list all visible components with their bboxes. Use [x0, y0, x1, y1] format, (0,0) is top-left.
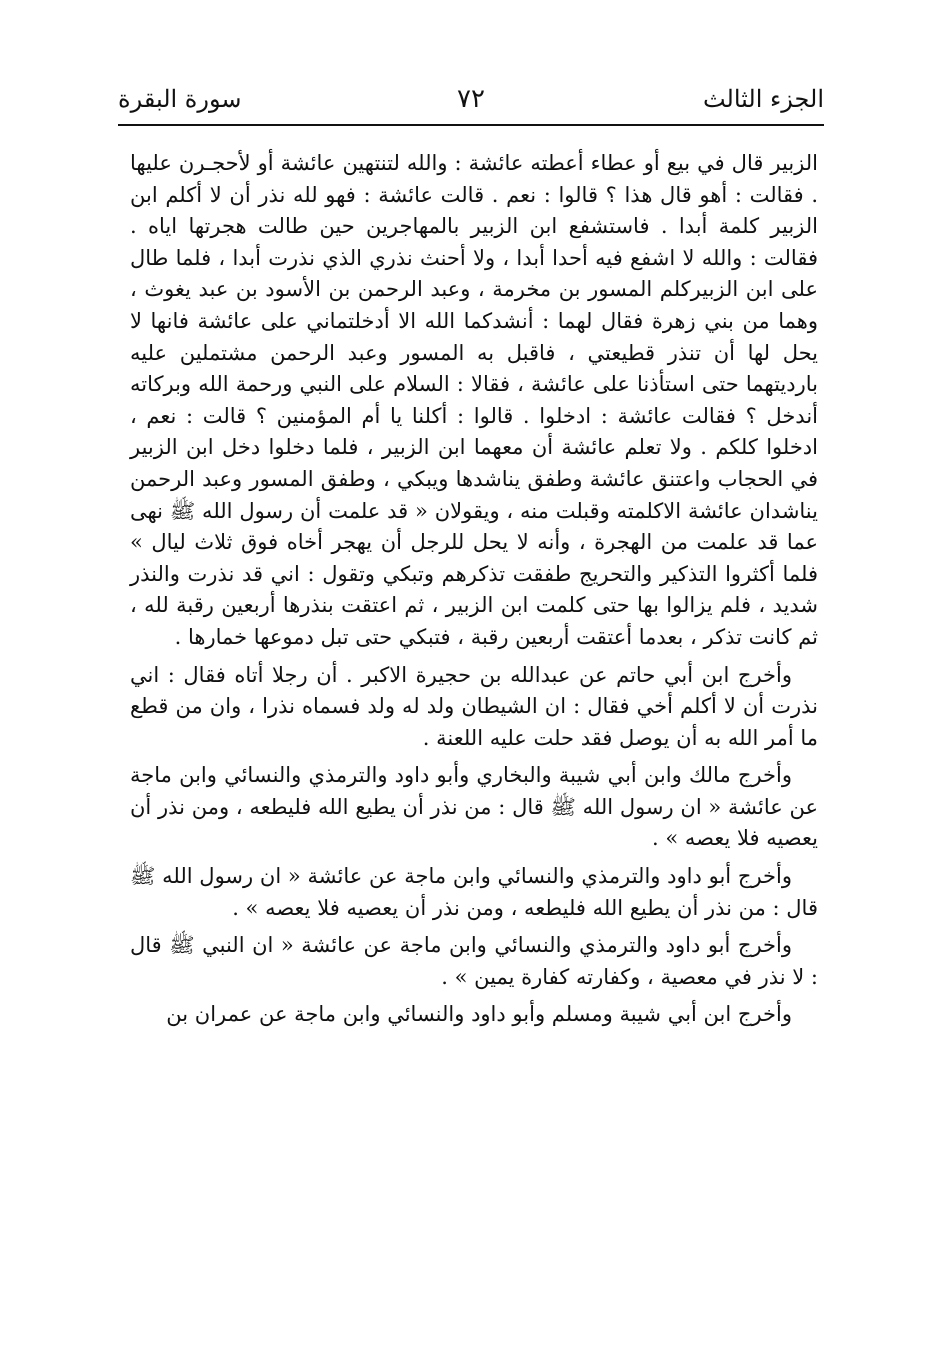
paragraph-2: وأخرج ابن أبي حاتم عن عبدالله بن حجيرة الاكبر . أن رجلا أتاه فقال : اني نذرت أن لا أكلم أخي فقال : ان الشيطان ولد له ولد فسماه نذرا ، وان من قطع ما أمر الله به أن يوصل فقد حلت عليه اللعنة .: [130, 662, 818, 750]
paragraph-3: وأخرج مالك وابن أبي شيبة والبخاري وأبو داود والترمذي والنسائي وابن ماجة عن عائشة « ان رسول الله ﷺ قال : من نذر أن يطيع الله فليطعه ، ومن نذر أن يعصيه فلا يعصه » .: [130, 763, 818, 851]
header-rule: [118, 124, 824, 126]
paragraph-5: وأخرج أبو داود والترمذي والنسائي وابن ماجة عن عائشة « ان النبي ﷺ قال : لا نذر في معصية ، وكفارته كفارة يمين » .: [130, 933, 818, 989]
surah-title: سورة البقرة: [118, 85, 242, 113]
part-title: الجزء الثالث: [702, 85, 824, 113]
running-header: [118, 82, 824, 124]
paragraph-6: وأخرج ابن أبي شيبة ومسلم وأبو داود والنسائي وابن ماجة عن عمران بن: [166, 1002, 792, 1027]
page-number: ٧٢: [457, 84, 485, 114]
paragraph-1: الزبير قال في بيع أو عطاء أعطته عائشة : والله لتنتهين عائشة أو لأحجـرن عليها . فقالت : أهو قال هذا ؟ قالوا : نعم . قالت عائشة : فهو لله نذر أن لا أكلم ابن الزبير كلمة أبدا . فاستشفع ابن الزبير بالمهاجرين حين طالت هجرتها اياه . فقالت : والله لا اشفع فيه أحدا أبدا ، ولا أحنث نذري الذي نذرت أبدا ، فلما طال على ابن الزبيركلم المسور بن مخرمة ، وعبد الرحمن بن الأسود بن عبد يغوث ، وهما من بني زهرة فقال لهما : أنشدكما الله الا أدخلتماني على عائشة فانها لا يحل لها أن تنذر قطيعتي ، فاقبل به المسور وعبد الرحمن مشتملين عليه بارديتهما حتى استأذنا على عائشة ، فقالا : السلام على النبي ورحمة الله وبركاته أندخل ؟ فقالت عائشة : ادخلوا . قالوا : أكلنا يا أم المؤمنين ؟ قالت : نعم ، ادخلوا كلكم . ولا تعلم عائشة أن معهما ابن الزبير ، فلما دخلوا دخل ابن الزبير في الحجاب واعتنق عائشة وطفق يناشدها ويبكي ، وطفق المسور وعبد الرحمن يناشدان عائشة الاكلمته وقبلت منه ، ويقولان « قد علمت أن رسول الله ﷺ نهى عما قد علمت من الهجرة ، وأنه لا يحل للرجل أن يهجر أخاه فوق ثلاث ليال » فلما أكثروا التذكير والتحريج طفقت تذكرهم وتبكي وتقول : اني قد نذرت والنذر شديد ، فلم يزالوا بها حتى كلمت ابن الزبير ، ثم اعتقت بنذرها أربعين رقبة لله ، ثم كانت تذكر ، بعدما أعتقت أربعين رقبة ، فتبكي حتى تبل دموعها خمارها .: [130, 151, 818, 649]
paragraph-4: وأخرج أبو داود والترمذي والنسائي وابن ماجة عن عائشة « ان رسول الله ﷺ قال : من نذر أن يطيع الله فليطعه ، ومن نذر أن يعصيه فلا يعصه » .: [130, 864, 818, 920]
page-body: [130, 148, 818, 1031]
